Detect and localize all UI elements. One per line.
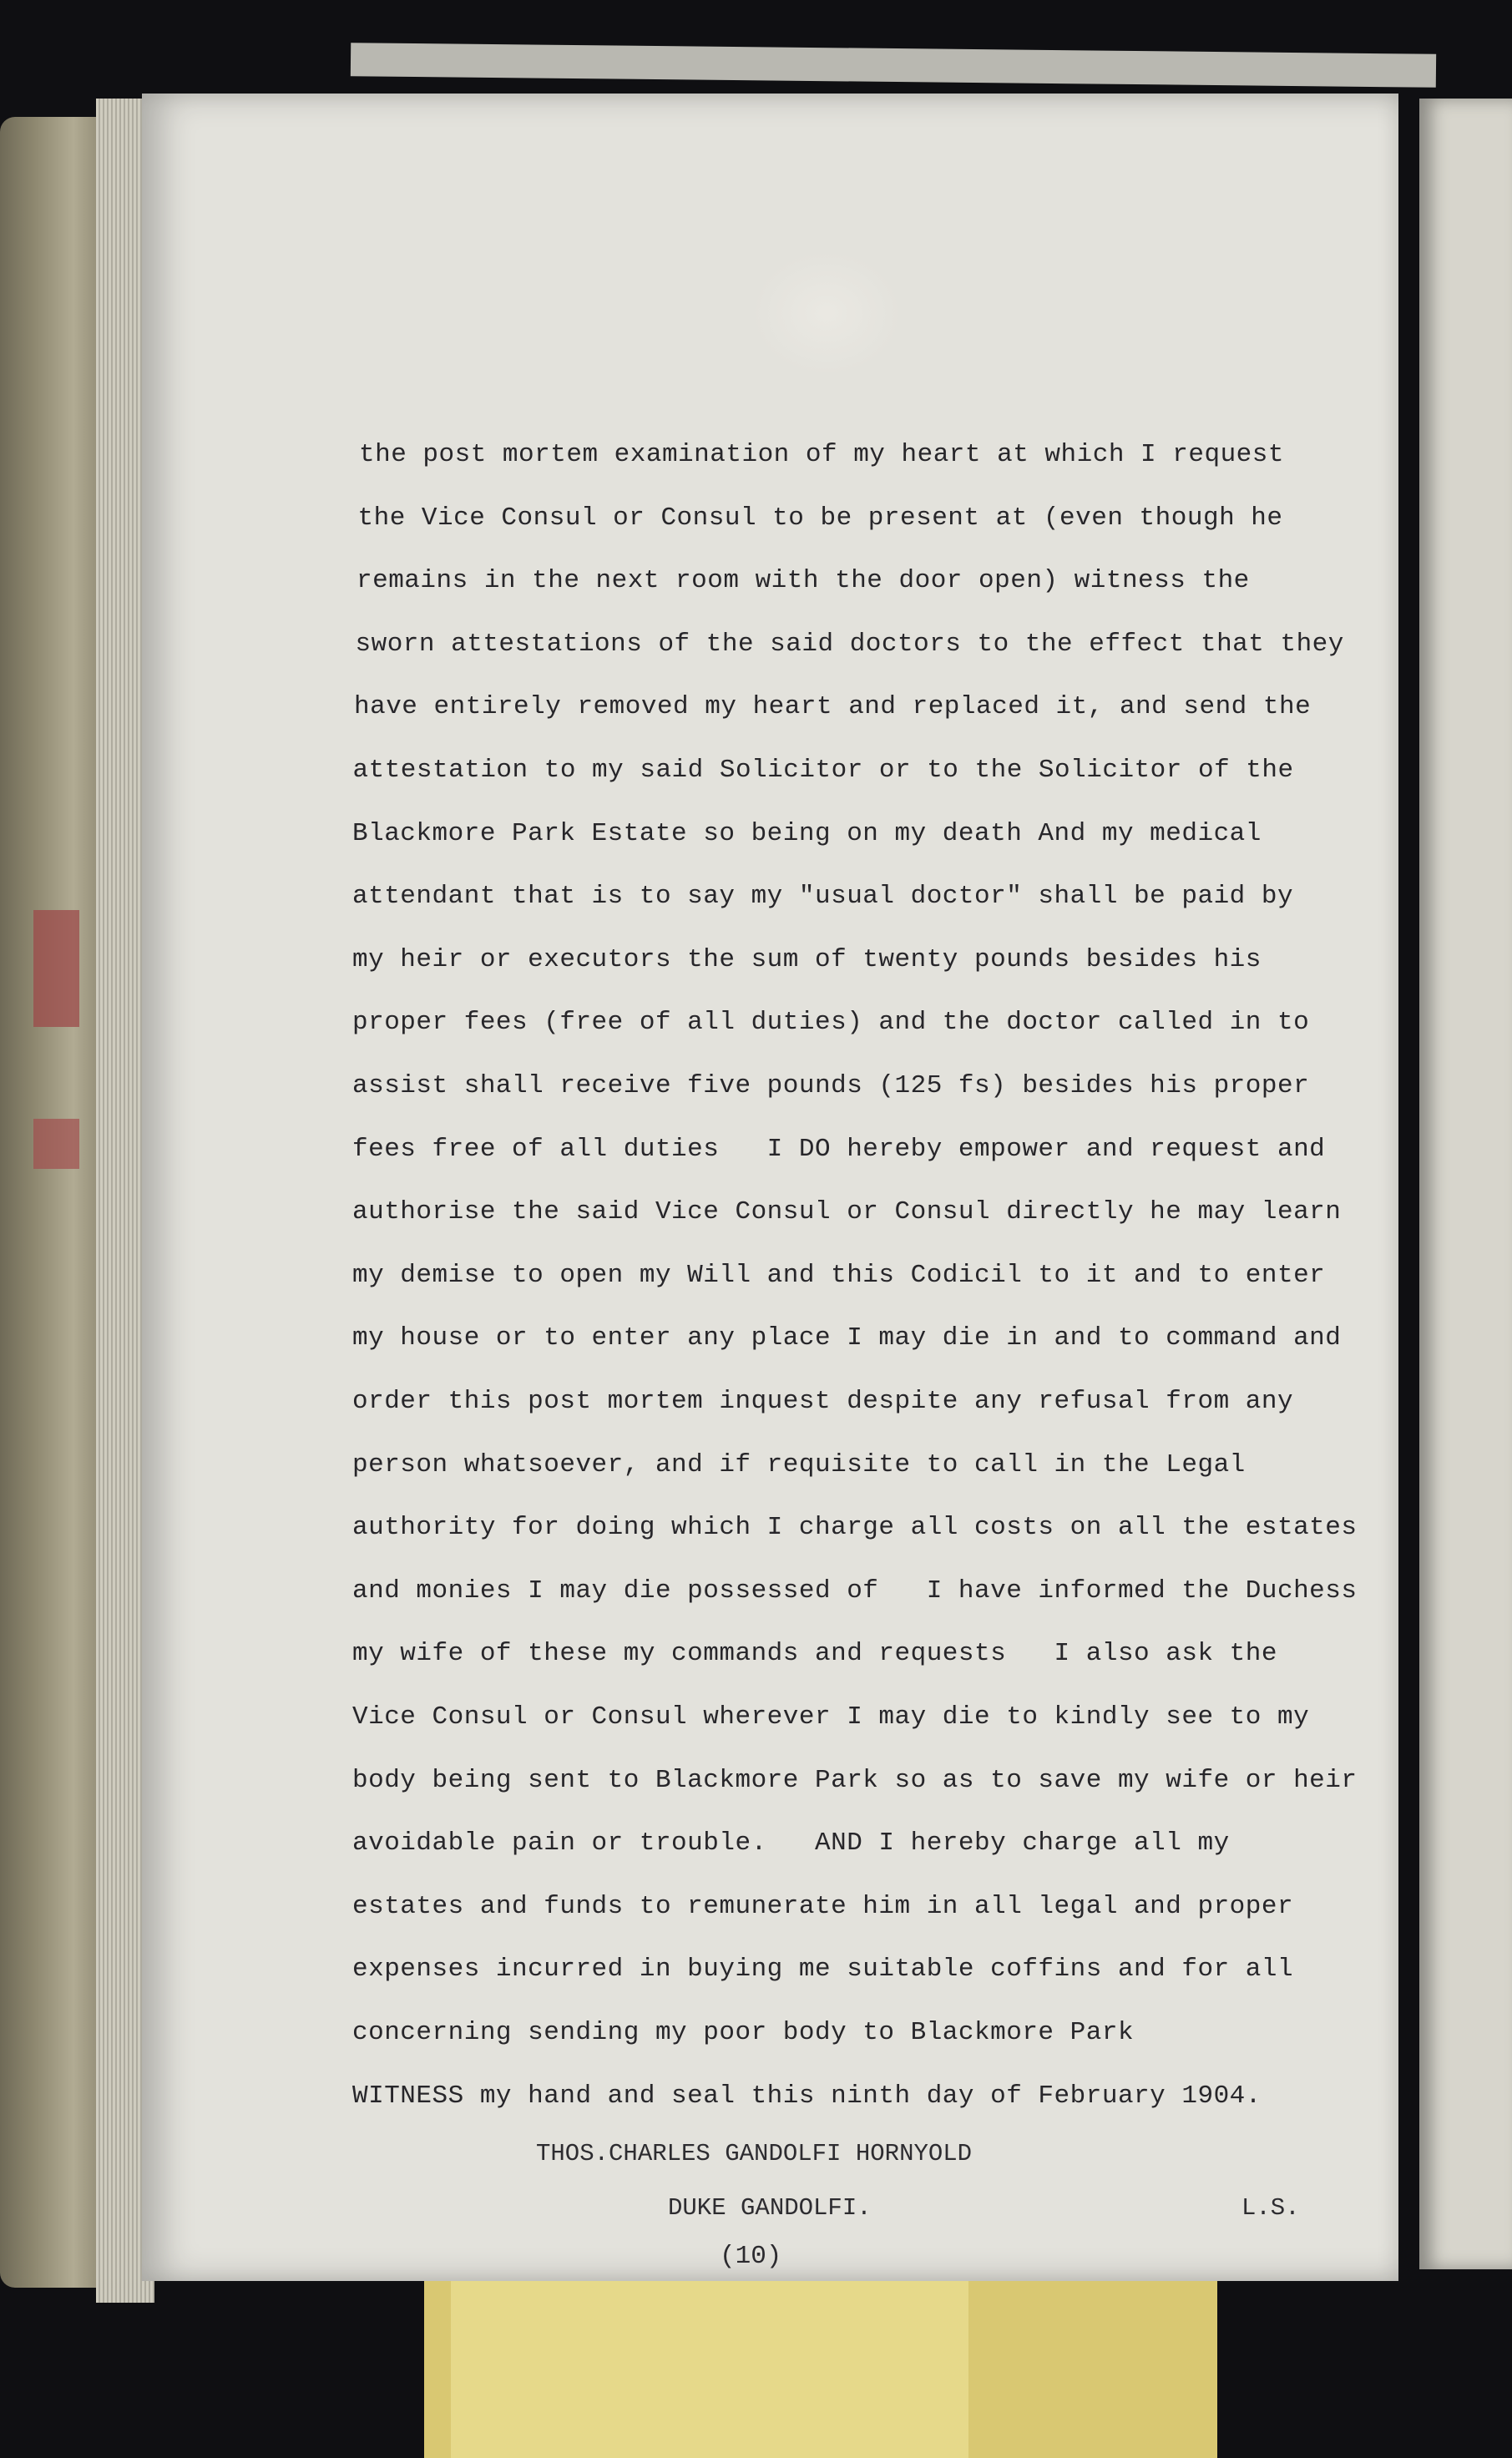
text-line: body being sent to Blackmore Park so as to save my wife or heir — [352, 1765, 1358, 1795]
text-line: concerning sending my poor body to Blackmore Park — [352, 2018, 1135, 2047]
text-line: WITNESS my hand and seal this ninth day of February 1904. — [352, 2081, 1262, 2111]
text-line: person whatsoever, and if requisite to call in the Legal — [352, 1449, 1246, 1479]
top-page-strip — [351, 43, 1436, 88]
text-line: the Vice Consul or Consul to be present at (even though he — [357, 503, 1283, 533]
text-line: expenses incurred in buying me suitable coffins and for all — [352, 1955, 1294, 1985]
text-line: Vice Consul or Consul wherever I may die to kindly see to my — [352, 1702, 1310, 1732]
document-page — [142, 94, 1398, 2281]
text-line: avoidable pain or trouble. AND I hereby charge all my — [352, 1828, 1230, 1859]
ribbon-marker — [33, 1119, 79, 1169]
text-line: attestation to my said Solicitor or to the Solicitor of the — [352, 756, 1294, 785]
signature-title: DUKE GANDOLFI. — [668, 2194, 872, 2222]
text-line: Blackmore Park Estate so being on my death And my medical — [352, 818, 1262, 848]
text-line: fees free of all duties I DO hereby empower and request and — [352, 1134, 1326, 1164]
text-line: my heir or executors the sum of twenty pounds besides his — [352, 944, 1262, 974]
text-line: order this post mortem inquest despite any refusal from any — [352, 1387, 1294, 1416]
text-line: my house or to enter any place I may die in and to command and — [352, 1323, 1342, 1353]
text-line: have entirely removed my heart and replaced it, and send the — [354, 692, 1312, 722]
text-line: estates and funds to remunerate him in all legal and proper — [352, 1891, 1294, 1921]
facing-page — [1419, 99, 1512, 2269]
text-line: my demise to open my Will and this Codicil to it and to enter — [352, 1260, 1326, 1290]
text-line: my wife of these my commands and requests I also ask the — [352, 1639, 1277, 1669]
text-line: proper fees (free of all duties) and the doctor called in to — [352, 1008, 1310, 1038]
seal-mark: L.S. — [1241, 2194, 1300, 2222]
embossed-seal — [751, 250, 902, 376]
text-line: remains in the next room with the door open) witness the — [357, 566, 1250, 596]
text-line: authorise the said Vice Consul or Consul directly he may learn — [352, 1197, 1342, 1227]
text-line: attendant that is to say my "usual doctor" shall be paid by — [352, 882, 1294, 912]
signature-name: THOS.CHARLES GANDOLFI HORNYOLD — [536, 2140, 973, 2167]
text-line: the post mortem examination of my heart at which I request — [359, 440, 1284, 469]
text-line: assist shall receive five pounds (125 fs) besides his proper — [352, 1071, 1310, 1100]
page-number: (10) — [720, 2242, 782, 2271]
sticky-note — [451, 2271, 968, 2458]
ribbon-marker — [33, 910, 79, 1027]
text-line: and monies I may die possessed of I have informed the Duchess — [352, 1575, 1358, 1606]
text-line: authority for doing which I charge all costs on all the estates — [352, 1513, 1358, 1543]
text-line: sworn attestations of the said doctors to the effect that they — [355, 629, 1344, 659]
